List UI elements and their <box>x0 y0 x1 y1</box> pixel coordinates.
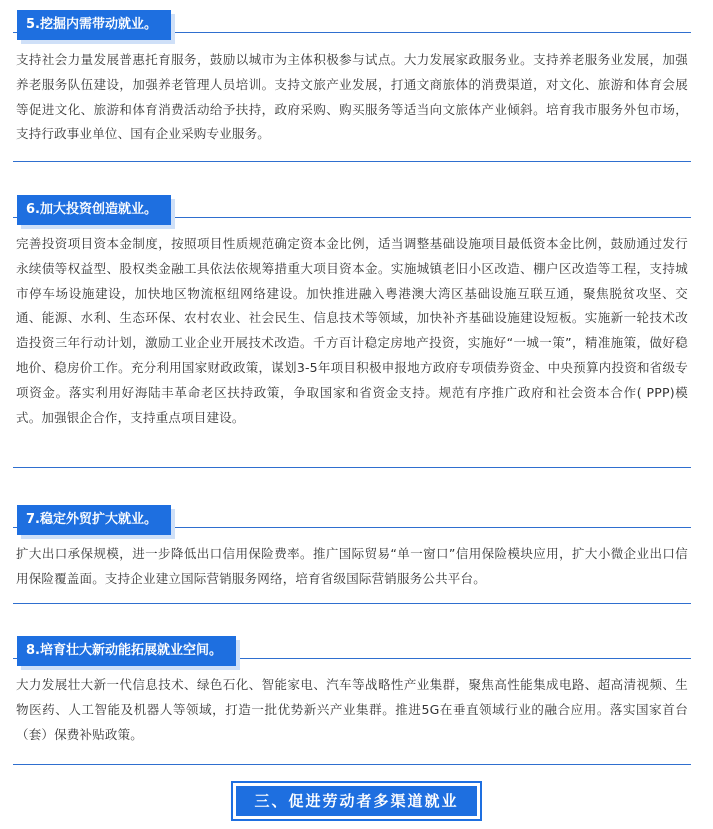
section-7-bottom-rule <box>13 603 691 604</box>
section-6-body: 完善投资项目资本金制度，按照项目性质规范确定资本金比例，适当调整基础设施项目最低资本金比例，鼓励通过发行永续债等权益型、股权类金融工具依法依规筹措重大项目资本金。实施城镇老旧小区改造、棚户区改造等工程，支持城市停车场设施建设，加快地区物流枢纽网络建设。加快推进融入粤港澳大湾区基础设施互联互通，聚焦脱贫攻坚、交通、能源、水利、生态环保、农村农业、社会民生、信息技术等领域，加快补齐基础设施建设短板。实施新一轮技术改造投资三年行动计划，激励工业企业开展技术改造。千方百计稳定房地产投资，实施好“一城一策”，精准施策，做好稳地价、稳房价工作。充分利用国家财政政策，谋划3-5年项目积极申报地方政府专项债券资金、中央预算内投资和省级专项资金。落实利用好海陆丰革命老区扶持政策，争取国家和省资金支持。规范有序推广政府和社会资本合作( PPP)模式。加强银企合作，支持重点项目建设。 <box>16 236 688 425</box>
section-6-header <box>13 195 691 225</box>
section-5 <box>13 0 691 147</box>
section-5-body: 支持社会力量发展普惠托育服务，鼓励以城市为主体积极参与试点。大力发展家政服务业。支持养老服务业发展，加强养老服务队伍建设，加强养老管理人员培训。支持文旅产业发展，打通文商旅体的消费渠道，对文化、旅游和体育会展等促进文化、旅游和体育消费活动给予扶持，政府采购、购买服务等适当向文旅体产业倾斜。培育我市服务外包市场，支持行政事业单位、国有企业采购专业服务。 <box>16 52 688 142</box>
section-5-title: 5.挖掘内需带动就业。 <box>17 10 171 40</box>
section-6-bottom-rule <box>13 467 691 468</box>
section-8-title: 8.培育壮大新动能拓展就业空间。 <box>17 636 236 666</box>
section-6 <box>13 190 691 430</box>
section-7-header <box>13 505 691 535</box>
section-7 <box>13 500 691 592</box>
section-8-body: 大力发展壮大新一代信息技术、绿色石化、智能家电、汽车等战略性产业集群，聚焦高性能集成电路、超高清视频、生物医药、人工智能及机器人等领域，打造一批优势新兴产业集群。推进5G在垂直领域行业的融合应用。落实国家首台（套）保费补贴政策。 <box>16 677 688 742</box>
section-6-title: 6.加大投资创造就业。 <box>17 195 171 225</box>
section-8 <box>13 631 691 747</box>
section-5-bottom-rule <box>13 161 691 162</box>
section-7-body: 扩大出口承保规模，进一步降低出口信用保险费率。推广国际贸易“单一窗口”信用保险模块应用，扩大小微企业出口信用保险覆盖面。支持企业建立国际营销服务网络，培育省级国际营销服务公共平台。 <box>16 546 688 586</box>
section-7-title: 7.稳定外贸扩大就业。 <box>17 505 171 535</box>
section-5-header <box>13 10 691 40</box>
section-8-bottom-rule <box>13 764 691 765</box>
chapter-heading-wrap <box>0 786 713 816</box>
chapter-heading: 三、促进劳动者多渠道就业 <box>236 786 476 816</box>
section-8-header <box>13 636 691 666</box>
